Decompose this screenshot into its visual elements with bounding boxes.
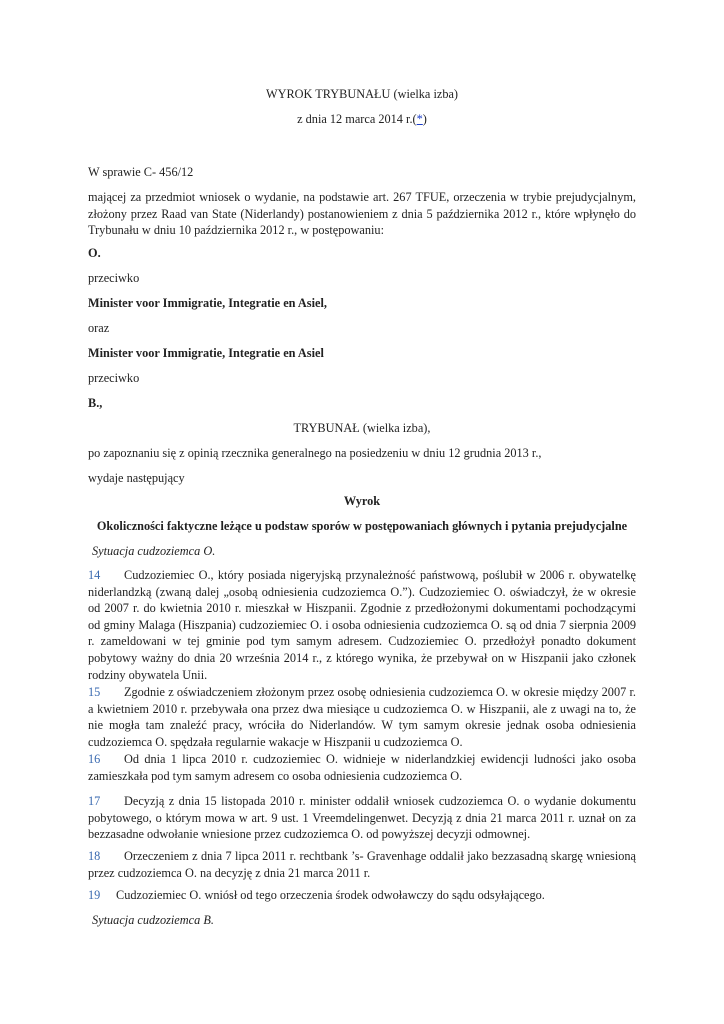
paragraph-text: Orzeczeniem z dnia 7 lipca 2011 r. rechtbank ’s- Gravenhage oddalił jako bezzasadną skargę wniesioną przez cudzoziemca O. na decyzję z dnia 21 marca 2011 r. xyxy=(88,849,636,880)
court-composition: TRYBUNAŁ (wielka izba), xyxy=(293,421,431,435)
case-reference: W sprawie C- 456/12 xyxy=(88,165,194,179)
paragraph-number: 19 xyxy=(88,888,101,902)
paragraph-17 xyxy=(88,793,636,843)
issues-line: wydaje następujący xyxy=(88,471,185,485)
paragraph-number: 14 xyxy=(88,568,101,582)
paragraph-text: Decyzją z dnia 15 listopada 2010 r. minister oddalił wniosek cudzoziemca O. o wydanie dokumentu pobytowego, o którym mowa w art. 9 ust. 1 Vreemdelingenwet. Decyzją z dnia 21 marca 2011 r. uznał on za bezzasadne odwołanie wniesione przez cudzoziemca O. od powyższej decyzji odmownej. xyxy=(88,794,636,842)
paragraph-19 xyxy=(88,887,636,904)
oraz-label: oraz xyxy=(88,321,110,335)
versus-label-2: przeciwko xyxy=(88,371,140,385)
judgment-date xyxy=(88,111,636,128)
subheading-o: Sytuacja cudzoziemca O. xyxy=(92,544,216,558)
intro-paragraph: mającej za przedmiot wniosek o wydanie, na podstawie art. 267 TFUE, orzeczenia w trybie prejudycjalnym, złożony przez Raad van State (Niderlandy) postanowieniem z dnia 5 października 2012 r., które wpłynęło do Trybunału w dniu 10 października 2012 r., w postępowaniu: xyxy=(88,190,636,238)
paragraph-number: 15 xyxy=(88,685,101,699)
date-text: z dnia 12 marca 2014 r.( xyxy=(297,112,417,126)
judgment-title: WYROK TRYBUNAŁU (wielka izba) xyxy=(265,87,459,101)
section-heading: Okoliczności faktyczne leżące u podstaw sporów w postępowaniach głównych i pytania prejudycjalne xyxy=(96,519,628,533)
paragraph-text: Zgodnie z oświadczeniem złożonym przez osobę odniesienia cudzoziemca O. w okresie między 2007 r. a kwietniem 2010 r. przebywała ona przez dwa miesiące u cudzoziemca O. w Hiszpanii, ale z uwagi na to, że nie mogła tam znaleźć pracy, wróciła do Niderlandów. W tym samym okresie jednak osoba odniesienia cudzoziemca O. spędzała regularnie wakacje w Hiszpanii u cudzoziemca O. xyxy=(88,685,636,749)
paragraph-16 xyxy=(88,751,636,784)
party-respondent-2: B., xyxy=(88,396,103,410)
paragraph-text: Cudzoziemiec O. wniósł od tego orzeczenia środek odwoławczy do sądu odsyłającego. xyxy=(116,888,545,902)
paragraph-text: Od dnia 1 lipca 2010 r. cudzoziemiec O. widnieje w niderlandzkiej ewidencji ludności jako osoba zamieszkała pod tym samym adresem co osoba odniesienia cudzoziemca O. xyxy=(88,752,636,783)
versus-label-1: przeciwko xyxy=(88,271,140,285)
wyrok-heading: Wyrok xyxy=(343,494,381,508)
paragraph-14 xyxy=(88,567,636,683)
footnote-link[interactable]: * xyxy=(416,112,423,126)
party-applicant-2: Minister voor Immigratie, Integratie en Asiel xyxy=(88,346,324,360)
party-respondent-1: Minister voor Immigratie, Integratie en Asiel, xyxy=(88,296,327,310)
date-close: ) xyxy=(422,112,427,126)
paragraph-number: 18 xyxy=(88,849,101,863)
paragraph-number: 16 xyxy=(88,752,101,766)
paragraph-15 xyxy=(88,684,636,750)
party-applicant: O. xyxy=(88,246,101,260)
paragraph-text: Cudzoziemiec O., który posiada nigeryjską przynależność państwową, poślubił w 2006 r. obywatelkę niderlandzką (zwaną dalej „osobą odniesienia cudzoziemca O.”). Cudzoziemiec O. oświadczył, że w okresie od 2007 r. do kwietnia 2010 r. mieszkał w Hiszpanii. Zgodnie z przedłożonymi dokumentami pochodzącymi od gminy Malaga (Hiszpania) cudzoziemiec O. i osoba odniesienia cudzoziemca O. są od dnia 7 sierpnia 2009 r. zameldowani w tej gminie pod tym samym adresem. Cudzoziemiec O. przedłożył ponadto dokument pobytowy ważny do dnia 20 września 2014 r., z którego wynika, że przebywał on w Hiszpanii jako członek rodziny obywatela Unii. xyxy=(88,568,636,682)
paragraph-number: 17 xyxy=(88,794,101,808)
subheading-b: Sytuacja cudzoziemca B. xyxy=(92,913,214,927)
opinion-line: po zapoznaniu się z opinią rzecznika generalnego na posiedzeniu w dniu 12 grudnia 2013 r., xyxy=(88,446,542,460)
paragraph-18 xyxy=(88,848,636,881)
